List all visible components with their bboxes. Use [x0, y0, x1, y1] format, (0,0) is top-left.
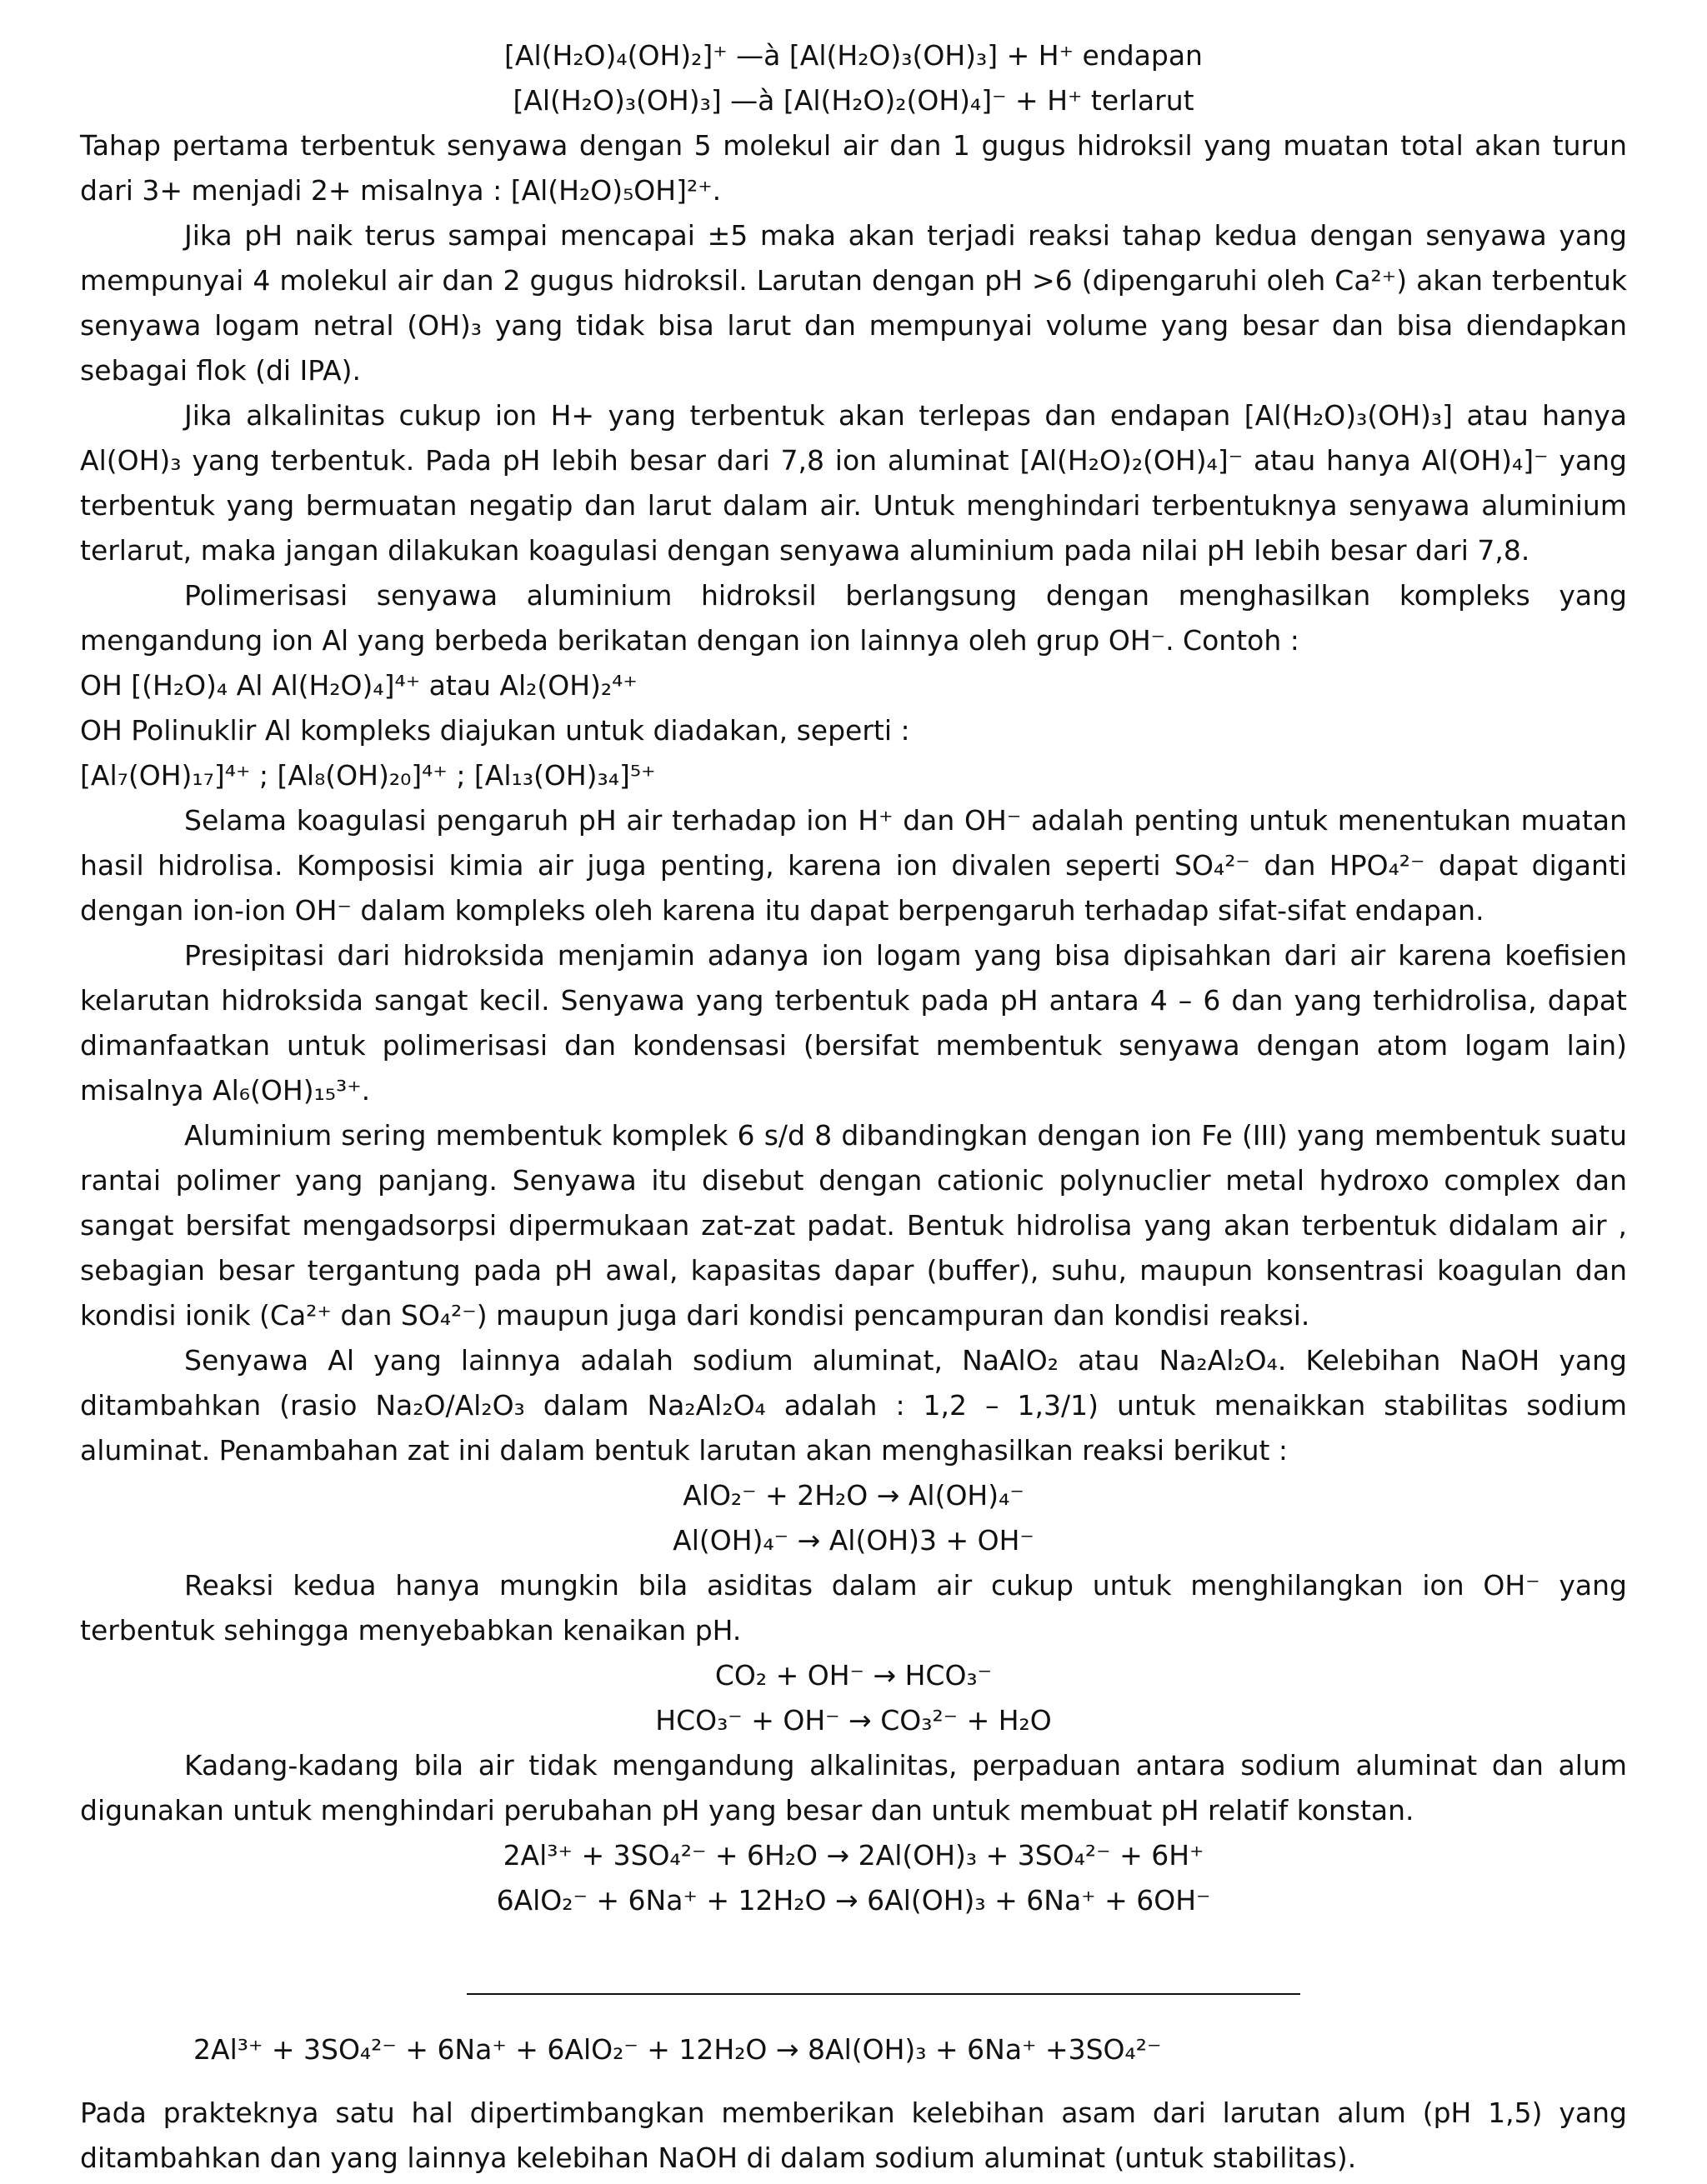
paragraph-9: Senyawa Al yang lainnya adalah sodium aluminat, NaAlO₂ atau Na₂Al₂O₄. Kelebihan NaOH yang ditambahkan (rasio Na₂O/Al₂O₃ dalam Na₂Al₂O₄ adalah : 1,2 – 1,3/1) untuk menaikkan stabilitas sodium aluminat. Penambahan zat ini dalam bentuk larutan akan menghasilkan reaksi berikut :	[80, 1344, 1627, 1467]
document-body	[80, 33, 1627, 1923]
paragraph-10: Reaksi kedua hanya mungkin bila asiditas dalam air cukup untuk menghilangkan ion OH⁻ yang terbentuk sehingga menyebabkan kenaikan pH.	[80, 1569, 1627, 1647]
equation-top-2: [Al(H₂O)₃(OH)₃] —à [Al(H₂O)₂(OH)₄]⁻ + H⁺ terlarut	[513, 84, 1194, 117]
paragraph-3: Jika alkalinitas cukup ion H+ yang terbentuk akan terlepas dan endapan [Al(H₂O)₃(OH)₃] atau hanya Al(OH)₃ yang terbentuk. Pada pH lebih besar dari 7,8 ion aluminat [Al(H₂O)₂(OH)₄]⁻ atau hanya Al(OH)₄]⁻ yang terbentuk yang bermuatan negatip dan larut dalam air. Untuk menghindari terbentuknya senyawa aluminium terlarut, maka jangan dilakukan koagulasi dengan senyawa aluminium pada nilai pH lebih besar dari 7,8.	[80, 399, 1627, 567]
paragraph-8: Aluminium sering membentuk komplek 6 s/d 8 dibandingkan dengan ion Fe (III) yang membentuk suatu rantai polimer yang panjang. Senyawa itu disebut dengan cationic polynuclier metal hydroxo complex dan sangat bersifat mengadsorpsi dipermukaan zat-zat padat. Bentuk hidrolisa yang akan terbentuk didalam air , sebagian besar tergantung pada pH awal, kapasitas dapar (buffer), suhu, maupun konsentrasi koagulan dan kondisi ionik (Ca²⁺ dan SO₄²⁻) maupun juga dari kondisi pencampuran dan kondisi reaksi.	[80, 1119, 1627, 1332]
complex-example-2: OH Polinuklir Al kompleks diajukan untuk diadakan, seperti :	[80, 714, 910, 747]
paragraph-2: Jika pH naik terus sampai mencapai ±5 maka akan terjadi reaksi tahap kedua dengan senyawa yang mempunyai 4 molekul air dan 2 gugus hidroksil. Larutan dengan pH >6 (dipengaruhi oleh Ca²⁺) akan terbentuk senyawa logam netral (OH)₃ yang tidak bisa larut dan mempunyai volume yang besar dan bisa diendapkan sebagai flok (di IPA).	[80, 219, 1627, 387]
equation-a: AlO₂⁻ + 2H₂O → Al(OH)₄⁻	[683, 1479, 1024, 1512]
equation-f: 6AlO₂⁻ + 6Na⁺ + 12H₂O → 6Al(OH)₃ + 6Na⁺ + 6OH⁻	[496, 1884, 1211, 1917]
paragraph-6: Selama koagulasi pengaruh pH air terhadap ion H⁺ dan OH⁻ adalah penting untuk menentukan muatan hasil hidrolisa. Komposisi kimia air juga penting, karena ion divalen seperti SO₄²⁻ dan HPO₄²⁻ dapat diganti dengan ion-ion OH⁻ dalam kompleks oleh karena itu dapat berpengaruh terhadap sifat-sifat endapan.	[80, 804, 1627, 927]
complex-example-1: OH [(H₂O)₄ Al Al(H₂O)₄]⁴⁺ atau Al₂(OH)₂⁴⁺	[80, 669, 638, 702]
equation-e: 2Al³⁺ + 3SO₄²⁻ + 6H₂O → 2Al(OH)₃ + 3SO₄²⁻ + 6H⁺	[503, 1839, 1204, 1872]
paragraph-12: Pada prakteknya satu hal dipertimbangkan memberikan kelebihan asam dari larutan alum (pH 1,5) yang ditambahkan dan yang lainnya kelebihan NaOH di dalam sodium aluminat (untuk stabilitas).	[80, 2097, 1627, 2174]
equation-b: Al(OH)₄⁻ → Al(OH)3 + OH⁻	[673, 1524, 1034, 1557]
equation-d: HCO₃⁻ + OH⁻ → CO₃²⁻ + H₂O	[655, 1704, 1052, 1737]
paragraph-7: Presipitasi dari hidroksida menjamin adanya ion logam yang bisa dipisahkan dari air karena koefisien kelarutan hidroksida sangat kecil. Senyawa yang terbentuk pada pH antara 4 – 6 dan yang terhidrolisa, dapat dimanfaatkan untuk polimerisasi dan kondensasi (bersifat membentuk senyawa dengan atom logam lain) misalnya Al₆(OH)₁₅³⁺.	[80, 939, 1627, 1107]
paragraph-1: Tahap pertama terbentuk senyawa dengan 5 molekul air dan 1 gugus hidroksil yang muatan total akan turun dari 3+ menjadi 2+ misalnya : [Al(H₂O)₅OH]²⁺.	[80, 129, 1627, 207]
paragraph-11: Kadang-kadang bila air tidak mengandung alkalinitas, perpaduan antara sodium aluminat dan alum digunakan untuk menghindari perubahan pH yang besar dan untuk membuat pH relatif konstan.	[80, 1749, 1627, 1827]
equation-sum: 2Al³⁺ + 3SO₄²⁻ + 6Na⁺ + 6AlO₂⁻ + 12H₂O → 8Al(OH)₃ + 6Na⁺ +3SO₄²⁻	[193, 2033, 1162, 2066]
paragraph-4: Polimerisasi senyawa aluminium hidroksil berlangsung dengan menghasilkan kompleks yang mengandung ion Al yang berbeda berikatan dengan ion lainnya oleh grup OH⁻. Contoh :	[80, 579, 1627, 657]
equation-top-1: [Al(H₂O)₄(OH)₂]⁺ —à [Al(H₂O)₃(OH)₃] + H⁺ endapan	[504, 39, 1203, 72]
complex-example-3: [Al₇(OH)₁₇]⁴⁺ ; [Al₈(OH)₂₀]⁴⁺ ; [Al₁₃(OH)₃₄]⁵⁺	[80, 759, 656, 792]
equation-sum-rule	[467, 1993, 1300, 1995]
equation-c: CO₂ + OH⁻ → HCO₃⁻	[714, 1659, 993, 1692]
